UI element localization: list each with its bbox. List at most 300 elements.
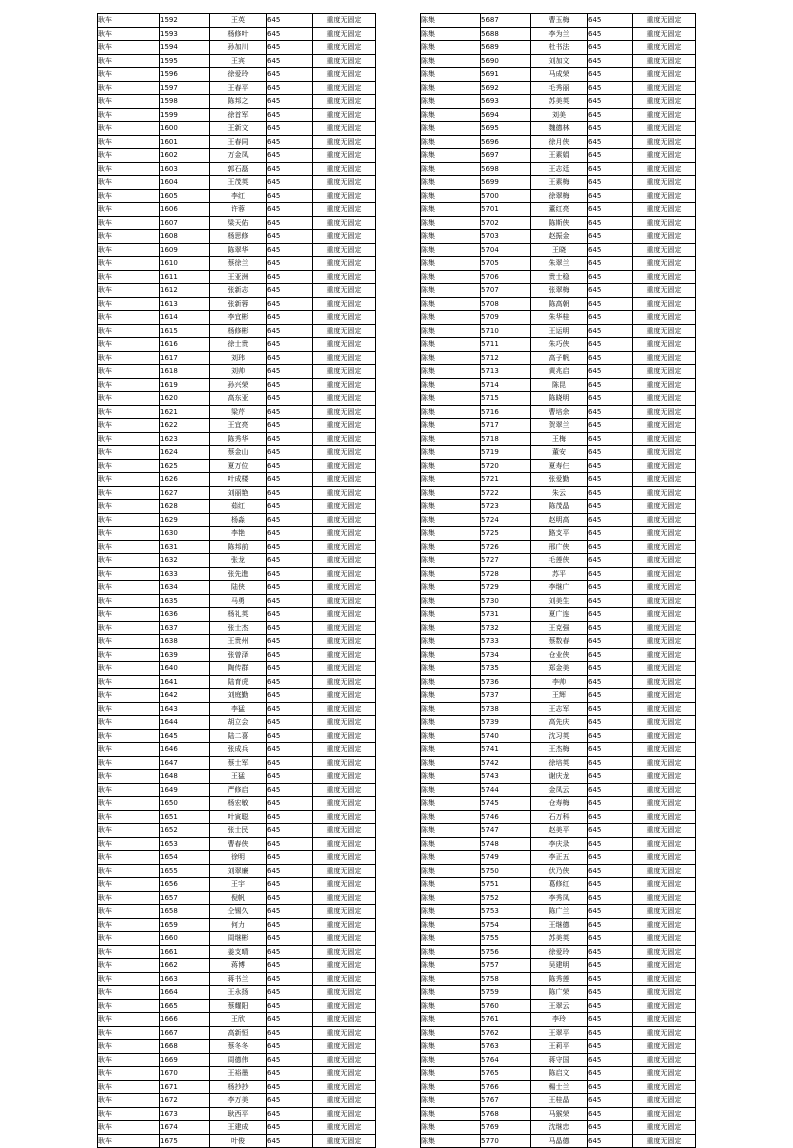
number-cell: 5739 bbox=[481, 716, 531, 730]
town-cell: 耿车 bbox=[98, 716, 160, 730]
table-row bbox=[98, 513, 376, 527]
name-cell: 王春平 bbox=[210, 81, 267, 95]
type-cell: 重度无固定 bbox=[633, 918, 696, 932]
name-cell: 贺翠兰 bbox=[531, 419, 588, 433]
code-cell: 645 bbox=[267, 621, 313, 635]
type-cell: 重度无固定 bbox=[313, 392, 376, 406]
name-cell: 徐首军 bbox=[210, 108, 267, 122]
code-cell: 645 bbox=[588, 554, 633, 568]
number-cell: 5765 bbox=[481, 1067, 531, 1081]
type-cell: 重度无固定 bbox=[633, 770, 696, 784]
number-cell: 1636 bbox=[160, 608, 210, 622]
number-cell: 5731 bbox=[481, 608, 531, 622]
type-cell: 重度无固定 bbox=[633, 351, 696, 365]
number-cell: 5736 bbox=[481, 675, 531, 689]
name-cell: 陈广荣 bbox=[531, 986, 588, 1000]
town-cell: 耿车 bbox=[98, 216, 160, 230]
number-cell: 1671 bbox=[160, 1080, 210, 1094]
table-row bbox=[421, 1067, 696, 1081]
number-cell: 1659 bbox=[160, 918, 210, 932]
type-cell: 重度无固定 bbox=[313, 459, 376, 473]
number-cell: 1620 bbox=[160, 392, 210, 406]
number-cell: 1638 bbox=[160, 635, 210, 649]
table-row bbox=[421, 68, 696, 82]
number-cell: 1660 bbox=[160, 932, 210, 946]
type-cell: 重度无固定 bbox=[313, 702, 376, 716]
type-cell: 重度无固定 bbox=[633, 513, 696, 527]
number-cell: 1631 bbox=[160, 540, 210, 554]
code-cell: 645 bbox=[267, 824, 313, 838]
name-cell: 孙兴荣 bbox=[210, 378, 267, 392]
town-cell: 陈集 bbox=[421, 945, 481, 959]
table-row bbox=[421, 176, 696, 190]
code-cell: 645 bbox=[588, 257, 633, 271]
number-cell: 5749 bbox=[481, 851, 531, 865]
table-row bbox=[98, 149, 376, 163]
table-row bbox=[421, 621, 696, 635]
type-cell: 重度无固定 bbox=[313, 567, 376, 581]
table-row bbox=[98, 378, 376, 392]
type-cell: 重度无固定 bbox=[313, 662, 376, 676]
number-cell: 1658 bbox=[160, 905, 210, 919]
town-cell: 耿车 bbox=[98, 756, 160, 770]
code-cell: 645 bbox=[267, 297, 313, 311]
number-cell: 5730 bbox=[481, 594, 531, 608]
town-cell: 陈集 bbox=[421, 999, 481, 1013]
name-cell: 王新文 bbox=[210, 122, 267, 136]
town-cell: 陈集 bbox=[421, 810, 481, 824]
town-cell: 陈集 bbox=[421, 581, 481, 595]
name-cell: 杨淼 bbox=[210, 513, 267, 527]
table-row bbox=[421, 500, 696, 514]
name-cell: 陈启文 bbox=[531, 1067, 588, 1081]
type-cell: 重度无固定 bbox=[313, 810, 376, 824]
number-cell: 5687 bbox=[481, 14, 531, 28]
table-row bbox=[98, 1053, 376, 1067]
type-cell: 重度无固定 bbox=[313, 1080, 376, 1094]
table-row bbox=[98, 432, 376, 446]
table-row bbox=[421, 1026, 696, 1040]
code-cell: 645 bbox=[267, 365, 313, 379]
type-cell: 重度无固定 bbox=[313, 1013, 376, 1027]
town-cell: 耿车 bbox=[98, 608, 160, 622]
code-cell: 645 bbox=[267, 68, 313, 82]
table-row bbox=[421, 270, 696, 284]
code-cell: 645 bbox=[267, 1121, 313, 1135]
code-cell: 645 bbox=[267, 783, 313, 797]
number-cell: 5720 bbox=[481, 459, 531, 473]
code-cell: 645 bbox=[588, 324, 633, 338]
name-cell: 高东亚 bbox=[210, 392, 267, 406]
table-row bbox=[98, 1134, 376, 1148]
type-cell: 重度无固定 bbox=[633, 837, 696, 851]
town-cell: 陈集 bbox=[421, 743, 481, 757]
code-cell: 645 bbox=[267, 14, 313, 28]
table-row bbox=[98, 770, 376, 784]
code-cell: 645 bbox=[588, 1107, 633, 1121]
type-cell: 重度无固定 bbox=[313, 500, 376, 514]
table-row bbox=[98, 1013, 376, 1027]
name-cell: 李猛 bbox=[210, 702, 267, 716]
table-row bbox=[421, 716, 696, 730]
code-cell: 645 bbox=[588, 405, 633, 419]
code-cell: 645 bbox=[588, 162, 633, 176]
table-row bbox=[98, 1121, 376, 1135]
code-cell: 645 bbox=[588, 41, 633, 55]
name-cell: 刘美生 bbox=[531, 594, 588, 608]
type-cell: 重度无固定 bbox=[313, 68, 376, 82]
table-row bbox=[98, 162, 376, 176]
number-cell: 1634 bbox=[160, 581, 210, 595]
name-cell: 夏万位 bbox=[210, 459, 267, 473]
type-cell: 重度无固定 bbox=[313, 446, 376, 460]
name-cell: 陈高朝 bbox=[531, 297, 588, 311]
table-row bbox=[421, 446, 696, 460]
code-cell: 645 bbox=[267, 675, 313, 689]
town-cell: 耿车 bbox=[98, 824, 160, 838]
town-cell: 耿车 bbox=[98, 945, 160, 959]
table-row bbox=[421, 945, 696, 959]
table-row bbox=[421, 108, 696, 122]
table-row bbox=[98, 689, 376, 703]
number-cell: 1623 bbox=[160, 432, 210, 446]
type-cell: 重度无固定 bbox=[313, 230, 376, 244]
table-row bbox=[98, 14, 376, 28]
name-cell: 王猛 bbox=[210, 770, 267, 784]
town-cell: 耿车 bbox=[98, 1040, 160, 1054]
type-cell: 重度无固定 bbox=[633, 365, 696, 379]
table-row bbox=[98, 729, 376, 743]
number-cell: 1610 bbox=[160, 257, 210, 271]
code-cell: 645 bbox=[588, 635, 633, 649]
name-cell: 赵美平 bbox=[531, 824, 588, 838]
table-row bbox=[98, 446, 376, 460]
table-row bbox=[421, 432, 696, 446]
number-cell: 5698 bbox=[481, 162, 531, 176]
number-cell: 1654 bbox=[160, 851, 210, 865]
number-cell: 5733 bbox=[481, 635, 531, 649]
name-cell: 郭石磊 bbox=[210, 162, 267, 176]
type-cell: 重度无固定 bbox=[313, 203, 376, 217]
town-cell: 陈集 bbox=[421, 446, 481, 460]
type-cell: 重度无固定 bbox=[313, 257, 376, 271]
town-cell: 耿车 bbox=[98, 797, 160, 811]
code-cell: 645 bbox=[588, 648, 633, 662]
name-cell: 高子帆 bbox=[531, 351, 588, 365]
name-cell: 石万科 bbox=[531, 810, 588, 824]
type-cell: 重度无固定 bbox=[313, 95, 376, 109]
town-cell: 陈集 bbox=[421, 189, 481, 203]
type-cell: 重度无固定 bbox=[313, 986, 376, 1000]
town-cell: 耿车 bbox=[98, 81, 160, 95]
code-cell: 645 bbox=[267, 567, 313, 581]
table-row bbox=[421, 959, 696, 973]
name-cell: 陈广兰 bbox=[531, 905, 588, 919]
number-cell: 5718 bbox=[481, 432, 531, 446]
town-cell: 陈集 bbox=[421, 135, 481, 149]
number-cell: 1675 bbox=[160, 1134, 210, 1148]
code-cell: 645 bbox=[588, 945, 633, 959]
table-row bbox=[98, 189, 376, 203]
number-cell: 1657 bbox=[160, 891, 210, 905]
table-row bbox=[421, 149, 696, 163]
code-cell: 645 bbox=[588, 338, 633, 352]
code-cell: 645 bbox=[588, 743, 633, 757]
number-cell: 5742 bbox=[481, 756, 531, 770]
type-cell: 重度无固定 bbox=[313, 1040, 376, 1054]
town-cell: 陈集 bbox=[421, 864, 481, 878]
code-cell: 645 bbox=[588, 230, 633, 244]
type-cell: 重度无固定 bbox=[633, 54, 696, 68]
code-cell: 645 bbox=[267, 1013, 313, 1027]
table-row bbox=[421, 999, 696, 1013]
code-cell: 645 bbox=[588, 729, 633, 743]
table-row bbox=[98, 905, 376, 919]
code-cell: 645 bbox=[267, 1107, 313, 1121]
table-row bbox=[98, 999, 376, 1013]
number-cell: 1672 bbox=[160, 1094, 210, 1108]
code-cell: 645 bbox=[588, 351, 633, 365]
name-cell: 李万美 bbox=[210, 1094, 267, 1108]
town-cell: 耿车 bbox=[98, 108, 160, 122]
number-cell: 5722 bbox=[481, 486, 531, 500]
table-row bbox=[98, 824, 376, 838]
code-cell: 645 bbox=[588, 986, 633, 1000]
type-cell: 重度无固定 bbox=[313, 162, 376, 176]
table-row bbox=[421, 378, 696, 392]
number-cell: 1630 bbox=[160, 527, 210, 541]
number-cell: 1615 bbox=[160, 324, 210, 338]
town-cell: 耿车 bbox=[98, 878, 160, 892]
type-cell: 重度无固定 bbox=[633, 324, 696, 338]
number-cell: 1614 bbox=[160, 311, 210, 325]
type-cell: 重度无固定 bbox=[313, 473, 376, 487]
number-cell: 5738 bbox=[481, 702, 531, 716]
number-cell: 5709 bbox=[481, 311, 531, 325]
table-row bbox=[98, 1107, 376, 1121]
town-cell: 耿车 bbox=[98, 189, 160, 203]
name-cell: 曹培余 bbox=[531, 405, 588, 419]
name-cell: 梁芹 bbox=[210, 405, 267, 419]
type-cell: 重度无固定 bbox=[633, 149, 696, 163]
number-cell: 5764 bbox=[481, 1053, 531, 1067]
type-cell: 重度无固定 bbox=[633, 1067, 696, 1081]
table-row bbox=[421, 864, 696, 878]
type-cell: 重度无固定 bbox=[313, 1067, 376, 1081]
type-cell: 重度无固定 bbox=[313, 324, 376, 338]
name-cell: 刘帅 bbox=[210, 365, 267, 379]
name-cell: 王杰梅 bbox=[531, 743, 588, 757]
name-cell: 周继彬 bbox=[210, 932, 267, 946]
code-cell: 645 bbox=[267, 378, 313, 392]
town-cell: 耿车 bbox=[98, 95, 160, 109]
type-cell: 重度无固定 bbox=[633, 932, 696, 946]
name-cell: 刘翠廉 bbox=[210, 864, 267, 878]
code-cell: 645 bbox=[588, 1134, 633, 1148]
name-cell: 张士民 bbox=[210, 824, 267, 838]
town-cell: 耿车 bbox=[98, 513, 160, 527]
name-cell: 王春同 bbox=[210, 135, 267, 149]
table-row bbox=[98, 486, 376, 500]
town-cell: 耿车 bbox=[98, 635, 160, 649]
type-cell: 重度无固定 bbox=[313, 770, 376, 784]
code-cell: 645 bbox=[588, 81, 633, 95]
number-cell: 1618 bbox=[160, 365, 210, 379]
table-row bbox=[421, 756, 696, 770]
name-cell: 耿西平 bbox=[210, 1107, 267, 1121]
type-cell: 重度无固定 bbox=[633, 945, 696, 959]
type-cell: 重度无固定 bbox=[313, 743, 376, 757]
table-row bbox=[98, 567, 376, 581]
town-cell: 耿车 bbox=[98, 41, 160, 55]
code-cell: 645 bbox=[588, 810, 633, 824]
table-row bbox=[98, 581, 376, 595]
town-cell: 陈集 bbox=[421, 311, 481, 325]
table-row bbox=[98, 662, 376, 676]
type-cell: 重度无固定 bbox=[633, 689, 696, 703]
type-cell: 重度无固定 bbox=[633, 567, 696, 581]
table-row bbox=[421, 594, 696, 608]
code-cell: 645 bbox=[588, 149, 633, 163]
table-row bbox=[421, 81, 696, 95]
code-cell: 645 bbox=[267, 108, 313, 122]
table-row bbox=[98, 351, 376, 365]
code-cell: 645 bbox=[267, 972, 313, 986]
number-cell: 5753 bbox=[481, 905, 531, 919]
type-cell: 重度无固定 bbox=[633, 797, 696, 811]
number-cell: 1669 bbox=[160, 1053, 210, 1067]
number-cell: 1655 bbox=[160, 864, 210, 878]
code-cell: 645 bbox=[588, 1013, 633, 1027]
town-cell: 陈集 bbox=[421, 149, 481, 163]
type-cell: 重度无固定 bbox=[313, 338, 376, 352]
type-cell: 重度无固定 bbox=[633, 621, 696, 635]
town-cell: 耿车 bbox=[98, 729, 160, 743]
number-cell: 5737 bbox=[481, 689, 531, 703]
name-cell: 陈秀莲 bbox=[531, 972, 588, 986]
name-cell: 何力 bbox=[210, 918, 267, 932]
town-cell: 陈集 bbox=[421, 297, 481, 311]
name-cell: 马勇 bbox=[210, 594, 267, 608]
town-cell: 耿车 bbox=[98, 918, 160, 932]
code-cell: 645 bbox=[267, 743, 313, 757]
table-row bbox=[98, 54, 376, 68]
table-row bbox=[98, 338, 376, 352]
table-row bbox=[421, 27, 696, 41]
number-cell: 1625 bbox=[160, 459, 210, 473]
town-cell: 陈集 bbox=[421, 554, 481, 568]
number-cell: 5697 bbox=[481, 149, 531, 163]
table-row bbox=[421, 770, 696, 784]
name-cell: 蔡冬冬 bbox=[210, 1040, 267, 1054]
name-cell: 马猴荣 bbox=[531, 1107, 588, 1121]
town-cell: 陈集 bbox=[421, 513, 481, 527]
code-cell: 645 bbox=[588, 581, 633, 595]
name-cell: 陆育虎 bbox=[210, 675, 267, 689]
number-cell: 5767 bbox=[481, 1094, 531, 1108]
type-cell: 重度无固定 bbox=[633, 419, 696, 433]
town-cell: 耿车 bbox=[98, 122, 160, 136]
code-cell: 645 bbox=[588, 837, 633, 851]
type-cell: 重度无固定 bbox=[633, 851, 696, 865]
code-cell: 645 bbox=[267, 635, 313, 649]
table-row bbox=[421, 1121, 696, 1135]
table-row bbox=[421, 1107, 696, 1121]
name-cell: 蒋守国 bbox=[531, 1053, 588, 1067]
town-cell: 陈集 bbox=[421, 851, 481, 865]
number-cell: 5734 bbox=[481, 648, 531, 662]
type-cell: 重度无固定 bbox=[313, 527, 376, 541]
type-cell: 重度无固定 bbox=[633, 189, 696, 203]
code-cell: 645 bbox=[588, 675, 633, 689]
table-row bbox=[421, 554, 696, 568]
table-row bbox=[421, 513, 696, 527]
town-cell: 陈集 bbox=[421, 1053, 481, 1067]
name-cell: 王志廷 bbox=[531, 162, 588, 176]
number-cell: 1629 bbox=[160, 513, 210, 527]
code-cell: 645 bbox=[267, 27, 313, 41]
type-cell: 重度无固定 bbox=[313, 648, 376, 662]
name-cell: 刘庭勤 bbox=[210, 689, 267, 703]
town-cell: 陈集 bbox=[421, 1067, 481, 1081]
name-cell: 仓业侠 bbox=[531, 648, 588, 662]
number-cell: 1663 bbox=[160, 972, 210, 986]
number-cell: 5706 bbox=[481, 270, 531, 284]
name-cell: 夏广连 bbox=[531, 608, 588, 622]
name-cell: 王欣 bbox=[210, 1013, 267, 1027]
name-cell: 万金凤 bbox=[210, 149, 267, 163]
table-row bbox=[98, 122, 376, 136]
name-cell: 陈晓明 bbox=[531, 392, 588, 406]
code-cell: 645 bbox=[588, 14, 633, 28]
name-cell: 李帅 bbox=[531, 675, 588, 689]
name-cell: 楊士兰 bbox=[531, 1080, 588, 1094]
town-cell: 耿车 bbox=[98, 432, 160, 446]
town-cell: 耿车 bbox=[98, 1026, 160, 1040]
type-cell: 重度无固定 bbox=[313, 1134, 376, 1148]
table-row bbox=[98, 1026, 376, 1040]
number-cell: 5751 bbox=[481, 878, 531, 892]
number-cell: 5735 bbox=[481, 662, 531, 676]
code-cell: 645 bbox=[588, 419, 633, 433]
number-cell: 1628 bbox=[160, 500, 210, 514]
table-row bbox=[98, 81, 376, 95]
table-row bbox=[98, 311, 376, 325]
type-cell: 重度无固定 bbox=[633, 540, 696, 554]
code-cell: 645 bbox=[267, 257, 313, 271]
town-cell: 陈集 bbox=[421, 459, 481, 473]
number-cell: 5741 bbox=[481, 743, 531, 757]
type-cell: 重度无固定 bbox=[313, 918, 376, 932]
table-row bbox=[98, 419, 376, 433]
type-cell: 重度无固定 bbox=[313, 1053, 376, 1067]
code-cell: 645 bbox=[588, 999, 633, 1013]
table-row bbox=[421, 689, 696, 703]
table-row bbox=[98, 986, 376, 1000]
name-cell: 茹红 bbox=[210, 500, 267, 514]
name-cell: 杨礼英 bbox=[210, 608, 267, 622]
table-row bbox=[421, 567, 696, 581]
town-cell: 耿车 bbox=[98, 459, 160, 473]
town-cell: 耿车 bbox=[98, 500, 160, 514]
name-cell: 陆二喜 bbox=[210, 729, 267, 743]
type-cell: 重度无固定 bbox=[633, 986, 696, 1000]
name-cell: 李庆录 bbox=[531, 837, 588, 851]
type-cell: 重度无固定 bbox=[633, 1094, 696, 1108]
name-cell: 徐士贵 bbox=[210, 338, 267, 352]
type-cell: 重度无固定 bbox=[633, 95, 696, 109]
town-cell: 陈集 bbox=[421, 783, 481, 797]
